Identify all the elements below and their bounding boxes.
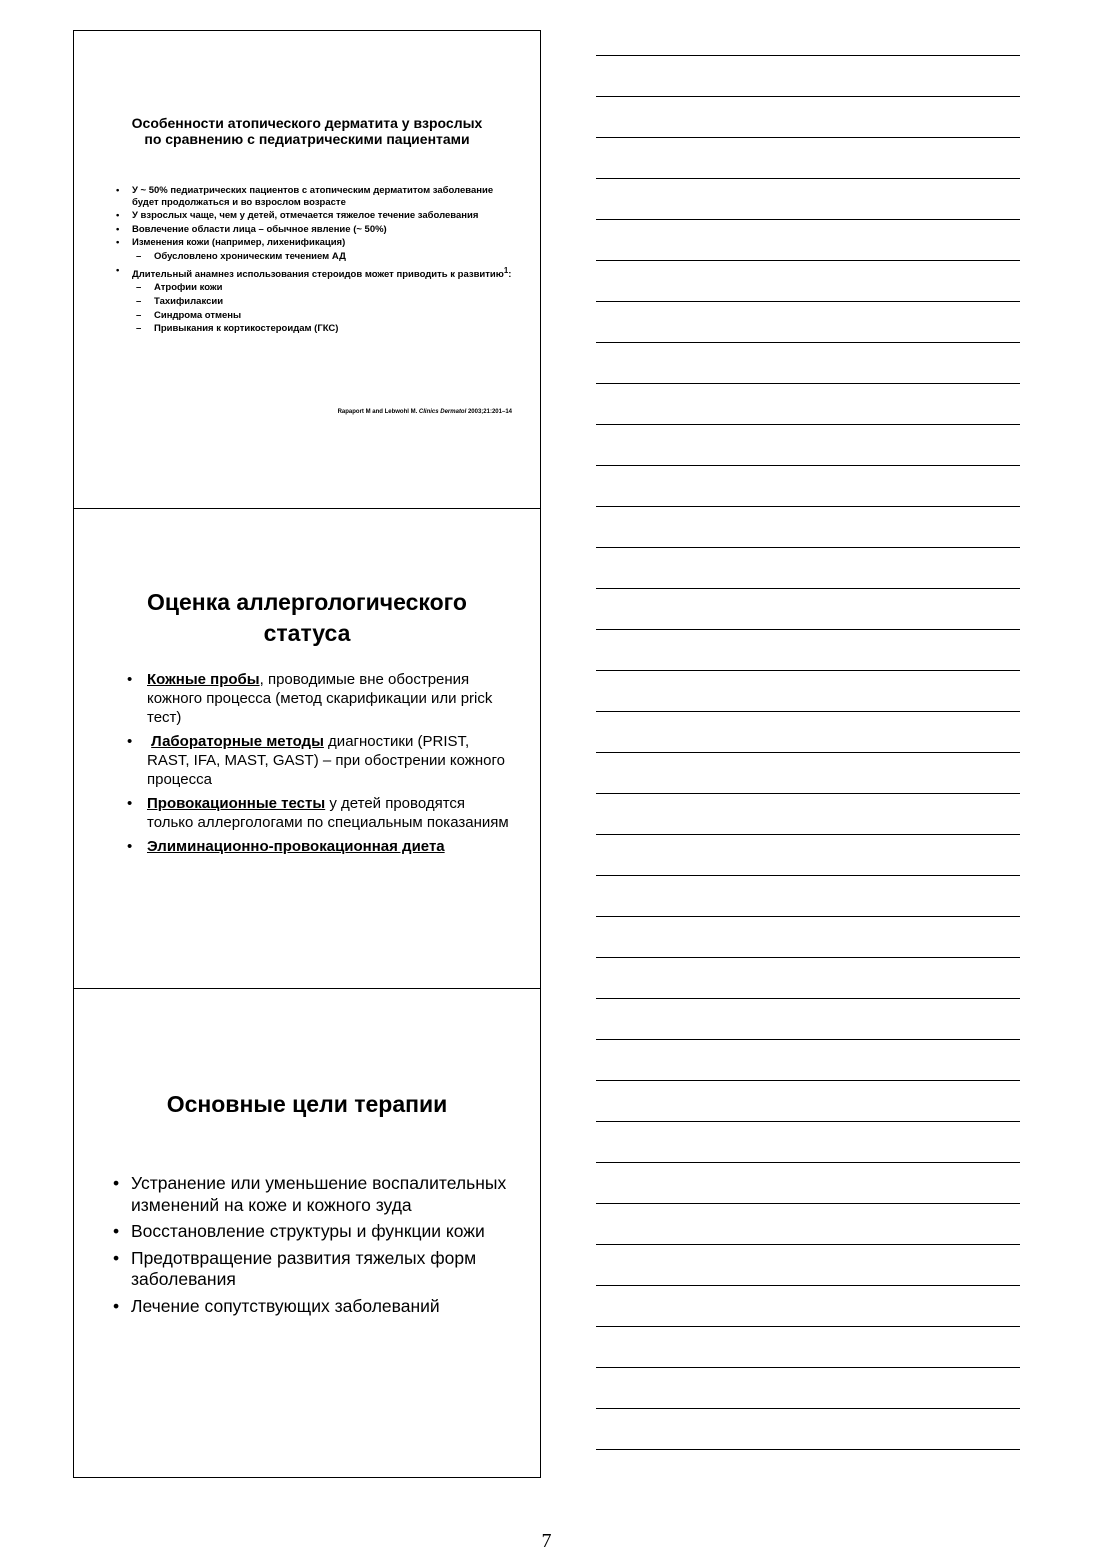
note-line: [596, 178, 1020, 179]
slide-1-bullet-tail: :: [508, 268, 512, 280]
page-number: 7: [541, 1530, 552, 1552]
slide-1-sub-bullet: – Синдрома отмены: [132, 310, 520, 322]
note-line: [596, 219, 1020, 220]
note-line: [596, 793, 1020, 794]
note-line: [596, 875, 1020, 876]
slide-2-title: [84, 587, 530, 649]
slide-2-bullet: [126, 794, 512, 832]
bullet-text: диагностики (PRIST, RAST, IFA, MAST, GAST) – при обострении кожного процесса: [147, 733, 505, 788]
slide-1-title-line-1: Особенности атопического дерматита у взрослых: [131, 115, 483, 131]
slide-3-bullet: • Восстановление структуры и функции кожи: [112, 1221, 510, 1243]
note-line: [596, 1367, 1020, 1368]
slide-2-title-line-2: статуса: [263, 620, 351, 646]
bullet-lead-term: Провокационные тесты: [147, 795, 326, 812]
slide-1-bullet-list: [114, 185, 520, 337]
slide-3-bullet: • Лечение сопутствующих заболеваний: [112, 1296, 510, 1318]
slide-2-bullet: [126, 670, 512, 727]
note-line: [596, 465, 1020, 466]
note-line: [596, 137, 1020, 138]
slide-1-bullet: [114, 265, 520, 335]
bullet-lead-term: Элиминационно-провокационная диета: [147, 838, 445, 855]
slide-1-bullet: • У взрослых чаще, чем у детей, отмечается тяжелое течение заболевания: [114, 210, 520, 222]
note-line: [596, 1449, 1020, 1450]
note-line: [596, 1162, 1020, 1163]
slide-1-sub-list: [132, 251, 520, 263]
reference-journal: Clinics Dermatol: [418, 409, 467, 415]
note-line: [596, 588, 1020, 589]
note-line: [596, 711, 1020, 712]
note-line: [596, 834, 1020, 835]
note-line: [596, 1408, 1020, 1409]
slide-2: [74, 509, 540, 989]
footnote-marker: 1: [503, 265, 509, 275]
note-line: [596, 55, 1020, 56]
reference-details: 2003;21:201–14: [467, 409, 512, 415]
slide-1-title: [84, 115, 530, 147]
slide-2-title-line-1: Оценка аллергологического: [146, 589, 467, 615]
slide-1-bullet: • У ~ 50% педиатрических пациентов с атопическим дерматитом заболевание будет продолжаться и во взрослом возрасте: [114, 185, 520, 208]
slide-1: [74, 31, 540, 509]
note-line: [596, 1203, 1020, 1204]
slide-3-title: Основные цели терапии: [166, 1091, 448, 1117]
note-line: [596, 629, 1020, 630]
slide-1-bullet: • Вовлечение области лица – обычное явление (~ 50%): [114, 224, 520, 236]
slide-2-bullet-list: [126, 670, 512, 861]
slide-2-bullet: [126, 837, 512, 856]
bullet-lead-term: Кожные пробы: [147, 671, 260, 688]
slide-1-bullet: [114, 237, 520, 262]
note-line: [596, 1039, 1020, 1040]
note-line: [596, 383, 1020, 384]
note-line: [596, 506, 1020, 507]
slide-1-sub-bullet: – Привыкания к кортикостероидам (ГКС): [132, 323, 520, 335]
notes-lines-area: [596, 55, 1020, 1465]
slide-1-sub-list: [132, 282, 520, 334]
slide-1-bullet-text: Изменения кожи (например, лихенификация): [132, 237, 346, 249]
slide-1-bullet-text: Длительный анамнез использования стероидов может приводить к развитию: [132, 268, 504, 280]
note-line: [596, 96, 1020, 97]
slide-1-sub-bullet: – Атрофии кожи: [132, 282, 520, 294]
note-line: [596, 301, 1020, 302]
note-line: [596, 1244, 1020, 1245]
slide-1-sub-bullet: – Тахифилаксии: [132, 296, 520, 308]
bullet-text: , проводимые вне обострения кожного процесса (метод скарификации или prick тест): [147, 671, 493, 726]
note-line: [596, 1080, 1020, 1081]
note-line: [596, 1326, 1020, 1327]
slide-3-bullet: • Предотвращение развития тяжелых форм заболевания: [112, 1248, 510, 1291]
note-line: [596, 1121, 1020, 1122]
slide-1-title-line-2: по сравнению с педиатрическими пациентами: [144, 131, 470, 147]
slide-2-bullet: [126, 732, 512, 789]
note-line: [596, 998, 1020, 999]
note-line: [596, 547, 1020, 548]
note-line: [596, 260, 1020, 261]
bullet-text: у детей проводятся только аллергологами по специальным показаниям: [147, 795, 509, 831]
note-line: [596, 342, 1020, 343]
slide-3-bullet: • Устранение или уменьшение воспалительных изменений на коже и кожного зуда: [112, 1173, 510, 1216]
bullet-lead-term: Лабораторные методы: [151, 733, 324, 750]
note-line: [596, 752, 1020, 753]
note-line: [596, 670, 1020, 671]
note-line: [596, 957, 1020, 958]
slide-1-sub-bullet: – Обусловлено хроническим течением АД: [132, 251, 520, 263]
reference-authors: Rapaport M and Lebwohl M.: [337, 409, 418, 415]
note-line: [596, 424, 1020, 425]
slide-3-bullet-list: [112, 1173, 510, 1322]
reference-citation: [338, 409, 512, 415]
slides-column: [73, 30, 541, 1478]
slide-3: [74, 989, 540, 1477]
note-line: [596, 1285, 1020, 1286]
note-line: [596, 916, 1020, 917]
